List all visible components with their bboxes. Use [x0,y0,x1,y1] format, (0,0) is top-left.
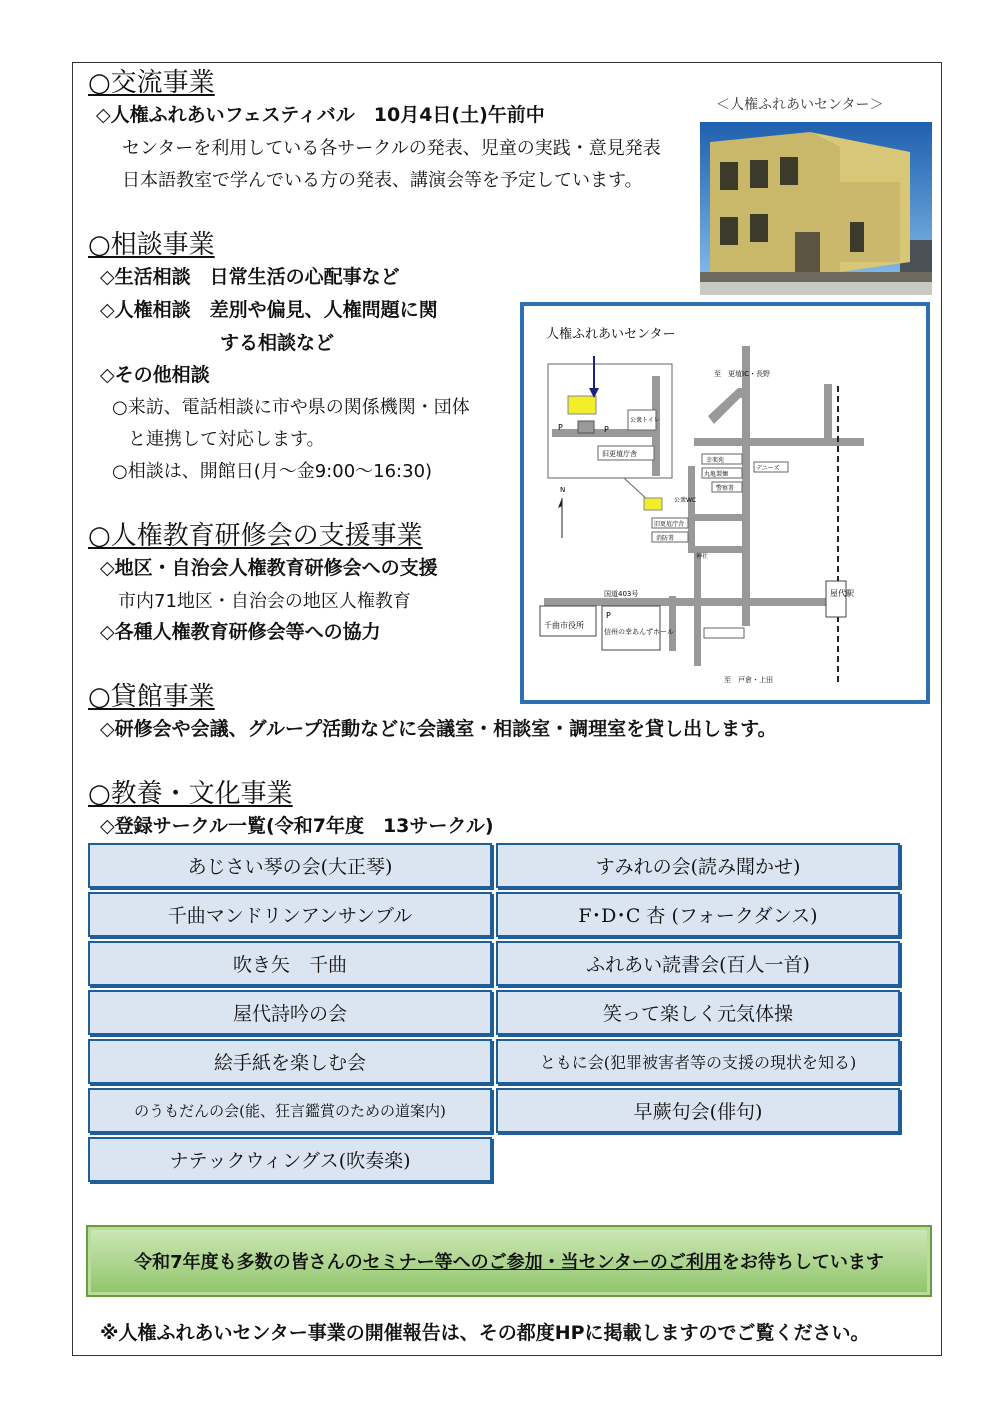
kashikan-heading: ○貸館事業 [88,682,215,712]
svg-text:旧更埴庁舎: 旧更埴庁舎 [602,450,637,458]
banner-underlined: セミナー等へのご参加・当センターのご利用 [362,1252,722,1273]
circle-cell: 千曲マンドリンアンサンブル [88,892,492,937]
sodan-line3: ○相談は、開館日(月～金9:00～16:30) [112,461,433,482]
access-map [520,302,930,704]
svg-text:千曲市役所: 千曲市役所 [544,621,584,630]
circle-cell: ともに会(犯罪被害者等の支援の現状を知る) [496,1039,900,1084]
kashikan-item: ◇研修会や会議、グループ活動などに会議室・相談室・調理室を貸し出します。 [100,718,777,740]
circle-row [88,892,910,941]
koryu-line1: センターを利用している各サークルの発表、児童の実践・意見発表 [122,138,661,159]
circle-cell: あじさい琴の会(大正琴) [88,843,492,888]
circle-row [88,1088,910,1137]
svg-text:P: P [558,423,563,432]
circle-cell: 屋代詩吟の会 [88,990,492,1035]
sodan-item1: ◇生活相談 日常生活の心配事など [100,266,400,288]
sodan-heading: ○相談事業 [88,230,215,260]
svg-text:公衆トイレ: 公衆トイレ [630,417,660,424]
circle-row [88,1039,910,1088]
circle-row [88,1137,910,1186]
center-photo [700,122,932,295]
svg-text:デニーズ: デニーズ [756,465,780,472]
svg-text:公衆WC: 公衆WC [674,497,697,504]
koryu-heading: ○交流事業 [88,68,215,98]
circle-cell: 絵手紙を楽しむ会 [88,1039,492,1084]
sodan-item2a: ◇人権相談 差別や偏見、人権問題に関 [100,299,438,321]
banner-pre: 令和7年度も多数の皆さんの [134,1252,363,1273]
svg-text:神社: 神社 [696,553,709,560]
circle-cell: ふれあい読書会(百人一首) [496,941,900,986]
circle-cell: すみれの会(読み聞かせ) [496,843,900,888]
svg-text:N: N [560,486,566,494]
kenshu-line1: 市内71地区・自治会の地区人権教育 [118,591,411,612]
kenshu-item2: ◇各種人権教育研修会等への協力 [100,621,381,643]
circle-row [88,941,910,990]
circle-list [88,843,910,1186]
map-title: 人権ふれあいセンター [546,327,676,342]
sodan-item2b: する相談など [220,332,335,354]
sodan-line2: と連携して対応します。 [128,429,325,450]
circle-cell: 吹き矢 千曲 [88,941,492,986]
svg-text:屋代駅: 屋代駅 [830,589,854,598]
kyoyo-item: ◇登録サークル一覧(令和7年度 13サークル) [100,815,494,837]
photo-caption: ＜人権ふれあいセンター＞ [716,97,884,113]
svg-text:警察署: 警察署 [716,485,735,492]
banner-post: をお待ちしています [721,1252,884,1273]
svg-text:消防署: 消防署 [656,535,675,542]
kenshu-heading: ○人権教育研修会の支援事業 [88,521,423,551]
circle-row [88,990,910,1039]
footer-note: ※人権ふれあいセンター事業の開催報告は、その都度HPに掲載しますのでご覧ください。 [100,1322,870,1344]
svg-text:国道403号: 国道403号 [604,590,639,598]
svg-text:至 更埴IC・長野: 至 更埴IC・長野 [714,370,770,378]
invitation-banner [86,1225,932,1297]
circle-cell: ナテックウィングス(吹奏楽) [88,1137,492,1182]
svg-text:P: P [606,611,611,620]
svg-text:信州の幸あんずホール: 信州の幸あんずホール [604,628,674,636]
svg-text:旧更埴庁舎: 旧更埴庁舎 [654,521,685,528]
sodan-item3: ◇その他相談 [100,364,210,386]
circle-cell: 笑って楽しく元気体操 [496,990,900,1035]
circle-cell: 早蕨句会(俳句) [496,1088,900,1133]
kyoyo-heading: ○教養・文化事業 [88,779,293,809]
circle-cell: のうもだんの会(能、狂言鑑賞のための道案内) [88,1088,492,1133]
koryu-item: ◇人権ふれあいフェスティバル 10月4日(土)午前中 [96,104,545,126]
circle-cell: F･D･C 杏 (フォークダンス) [496,892,900,937]
circle-row [88,843,910,892]
svg-text:幸楽苑: 幸楽苑 [706,457,725,464]
koryu-line2: 日本語教室で学んでいる方の発表、講演会等を予定しています。 [122,170,643,191]
svg-text:至 戸倉・上田: 至 戸倉・上田 [724,676,773,684]
svg-text:丸亀製麺: 丸亀製麺 [704,471,729,478]
svg-text:P: P [604,425,609,434]
kenshu-item1: ◇地区・自治会人権教育研修会への支援 [100,557,438,579]
sodan-line1: ○来訪、電話相談に市や県の関係機関・団体 [112,397,470,418]
